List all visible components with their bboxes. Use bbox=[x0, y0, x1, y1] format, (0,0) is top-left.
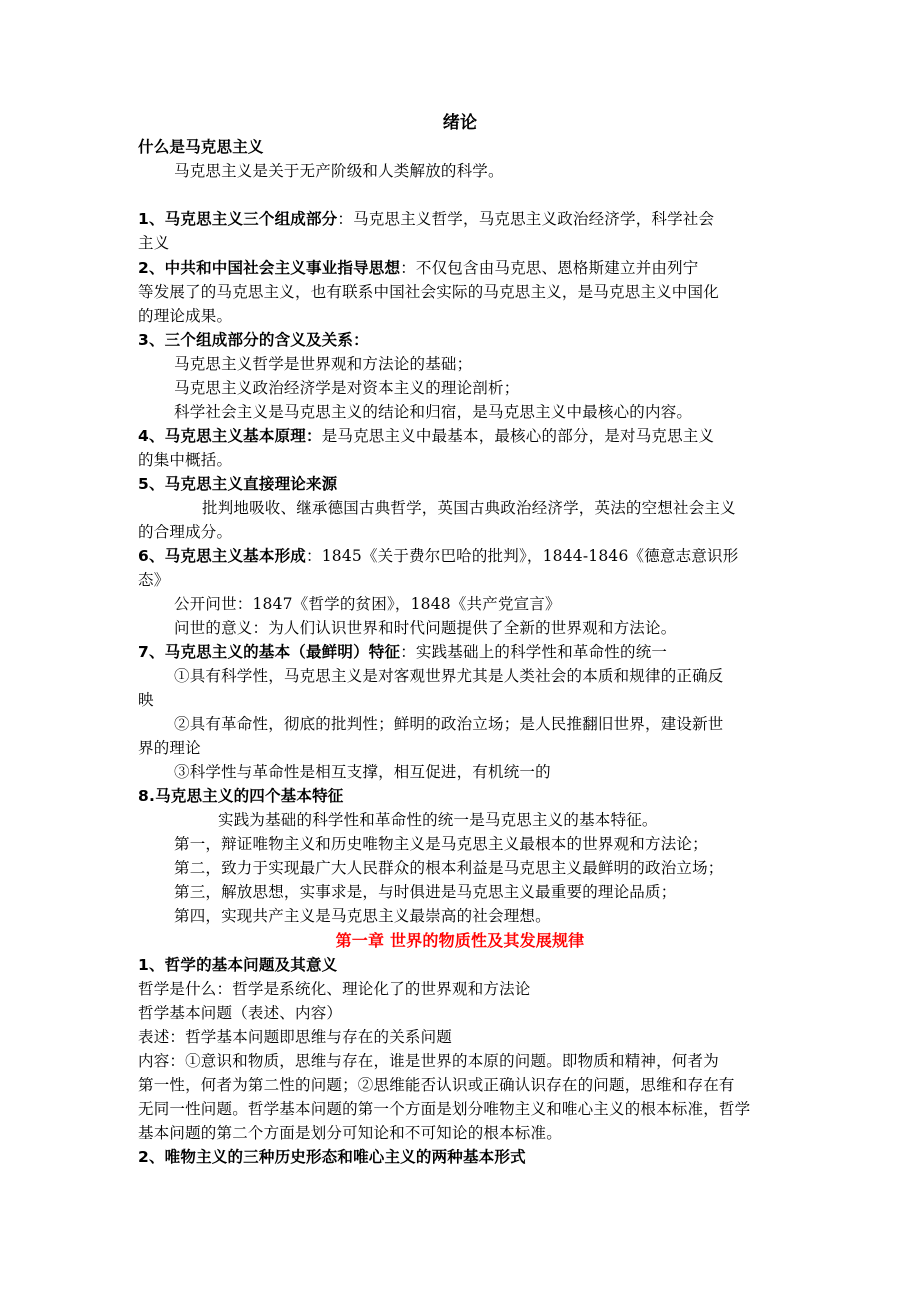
body-line bbox=[138, 1001, 788, 1026]
text-run: ：不仅包含由马克思、恩格斯建立并由列宁 bbox=[400, 259, 699, 277]
body-line bbox=[138, 352, 824, 377]
section-heading bbox=[138, 207, 788, 232]
section-heading bbox=[138, 328, 788, 353]
text-run: 哲学是什么：哲学是系统化、理论化了的世界观和方法论 bbox=[138, 980, 531, 998]
body-line bbox=[138, 664, 824, 689]
text-run: ①具有科学性，马克思主义是对客观世界尤其是人类社会的本质和规律的正确反 bbox=[174, 667, 724, 685]
body-line bbox=[138, 520, 788, 545]
body-line bbox=[138, 448, 788, 473]
text-run: ：实践基础上的科学性和革命性的统一 bbox=[400, 643, 668, 661]
body-line bbox=[138, 736, 788, 761]
bold-text: 什么是马克思主义 bbox=[138, 138, 264, 156]
text-run: 公开问世：1847《哲学的贫困》，1848《共产党宣言》 bbox=[174, 595, 561, 613]
section-heading bbox=[138, 424, 788, 449]
text-run: 是马克思主义中最基本，最核心的部分，是对马克思主义 bbox=[321, 427, 715, 445]
text-run: 的集中概括。 bbox=[138, 451, 233, 469]
bold-text: 7、马克思主义的基本（最鲜明）特征 bbox=[138, 643, 401, 661]
text-run: 第一，辩证唯物主义和历史唯物主义是马克思主义最根本的世界观和方法论； bbox=[174, 835, 708, 853]
text-run: 主义 bbox=[138, 234, 170, 252]
text-run: 哲学基本问题（表述、内容） bbox=[138, 1004, 343, 1022]
text-run: 马克思主义政治经济学是对资本主义的理论剖析； bbox=[174, 379, 520, 397]
page-title bbox=[0, 111, 920, 136]
body-line bbox=[138, 159, 824, 184]
bold-text: 8.马克思主义的四个基本特征 bbox=[138, 787, 344, 805]
body-line bbox=[138, 712, 824, 737]
text-run: ：1845《关于费尔巴哈的批判》，1844-1846《德意志意识形 bbox=[306, 547, 739, 565]
section-heading bbox=[138, 135, 788, 160]
text-run: 第一性，何者为第二性的问题；②思维能否认识或正确认识存在的问题，思维和存在有 bbox=[138, 1076, 735, 1094]
section-heading bbox=[138, 1145, 788, 1170]
body-line bbox=[138, 856, 824, 881]
section-heading bbox=[138, 544, 788, 569]
body-line bbox=[138, 1097, 788, 1122]
body-line bbox=[138, 400, 824, 425]
text-run: 批判地吸收、继承德国古典哲学，英国古典政治经济学，英法的空想社会主义 bbox=[202, 499, 736, 517]
section-heading bbox=[138, 256, 788, 281]
body-line bbox=[138, 1073, 788, 1098]
bold-text: 1、哲学的基本问题及其意义 bbox=[138, 956, 338, 974]
text-run: 马克思主义是关于无产阶级和人类解放的科学。 bbox=[174, 162, 504, 180]
text-run: 内容：①意识和物质，思维与存在，谁是世界的本原的问题。即物质和精神，何者为 bbox=[138, 1052, 719, 1070]
body-line bbox=[138, 688, 788, 713]
chapter-heading bbox=[0, 928, 920, 953]
bold-text: 6、马克思主义基本形成 bbox=[138, 547, 306, 565]
text-run: ：马克思主义哲学，马克思主义政治经济学，科学社会 bbox=[337, 210, 715, 228]
body-line bbox=[138, 592, 824, 617]
text-run: 实践为基础的科学性和革命性的统一是马克思主义的基本特征。 bbox=[218, 811, 658, 829]
text-run: 的合理成分。 bbox=[138, 523, 233, 541]
text-run: 界的理论 bbox=[138, 739, 201, 757]
body-line bbox=[138, 760, 824, 785]
text-run: 第四，实现共产主义是马克思主义最崇高的社会理想。 bbox=[174, 907, 551, 925]
body-line bbox=[138, 280, 788, 305]
bold-text: 5、马克思主义直接理论来源 bbox=[138, 475, 338, 493]
text-run: 等发展了的马克思主义，也有联系中国社会实际的马克思主义，是马克思主义中国化 bbox=[138, 283, 719, 301]
body-line bbox=[138, 880, 824, 905]
body-line bbox=[138, 1121, 788, 1146]
bold-text: 4、马克思主义基本原理： bbox=[138, 427, 322, 445]
body-line bbox=[138, 568, 788, 593]
text-run: 的理论成果。 bbox=[138, 307, 233, 325]
bold-text: 2、唯物主义的三种历史形态和唯心主义的两种基本形式 bbox=[138, 1148, 526, 1166]
body-line bbox=[138, 1025, 788, 1050]
bold-text: 1、马克思主义三个组成部分 bbox=[138, 210, 338, 228]
text-run: 无同一性问题。哲学基本问题的第一个方面是划分唯物主义和唯心主义的根本标准，哲学 bbox=[138, 1100, 751, 1118]
body-line bbox=[138, 231, 788, 256]
body-line bbox=[138, 832, 824, 857]
body-line bbox=[138, 616, 824, 641]
section-heading bbox=[138, 953, 788, 978]
text-run: 态》 bbox=[138, 571, 170, 589]
text-run: ②具有革命性，彻底的批判性；鲜明的政治立场；是人民推翻旧世界，建设新世 bbox=[174, 715, 724, 733]
body-line bbox=[138, 1049, 788, 1074]
body-line bbox=[138, 304, 788, 329]
text-run: 第三，解放思想，实事求是，与时俱进是马克思主义最重要的理论品质； bbox=[174, 883, 677, 901]
body-line bbox=[138, 808, 868, 833]
text-run: 表述：哲学基本问题即思维与存在的关系问题 bbox=[138, 1028, 453, 1046]
body-line bbox=[138, 904, 824, 929]
body-line bbox=[138, 977, 788, 1002]
bold-text: 3、三个组成部分的含义及关系： bbox=[138, 331, 369, 349]
text-run: 映 bbox=[138, 691, 154, 709]
section-heading bbox=[138, 472, 788, 497]
text-run: 科学社会主义是马克思主义的结论和归宿，是马克思主义中最核心的内容。 bbox=[174, 403, 693, 421]
text-run: ③科学性与革命性是相互支撑，相互促进，有机统一的 bbox=[174, 763, 551, 781]
bold-text: 绪论 bbox=[442, 113, 478, 133]
section-heading bbox=[138, 640, 788, 665]
bold-text: 第一章 世界的物质性及其发展规律 bbox=[335, 931, 585, 950]
body-line bbox=[138, 376, 824, 401]
text-run: 基本问题的第二个方面是划分可知论和不可知论的根本标准。 bbox=[138, 1124, 562, 1142]
text-run: 马克思主义哲学是世界观和方法论的基础； bbox=[174, 355, 473, 373]
bold-text: 2、中共和中国社会主义事业指导思想 bbox=[138, 259, 401, 277]
body-line bbox=[138, 496, 852, 521]
text-run: 问世的意义：为人们认识世界和时代问题提供了全新的世界观和方法论。 bbox=[174, 619, 677, 637]
text-run: 第二，致力于实现最广大人民群众的根本利益是马克思主义最鲜明的政治立场； bbox=[174, 859, 724, 877]
section-heading bbox=[138, 784, 788, 809]
